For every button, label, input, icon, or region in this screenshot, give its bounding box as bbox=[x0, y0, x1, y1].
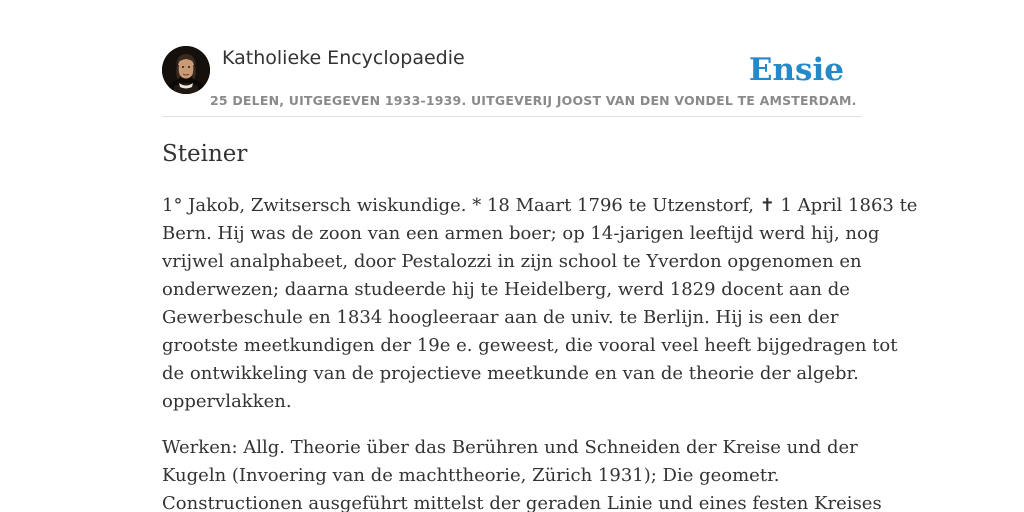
text-line: Werken: Allg. Theorie über das Berühren und Schneiden der Kreise und der bbox=[162, 437, 858, 458]
text-line: Gewerbeschule en 1834 hoogleeraar aan de univ. te Berlijn. Hij is een der bbox=[162, 307, 839, 328]
source-header bbox=[162, 46, 862, 117]
text-line: Constructionen ausgeführt mittelst der geraden Linie und eines festen Kreises bbox=[162, 493, 882, 512]
text-line: grootste meetkundigen der 19e e. geweest, die vooral veel heeft bijgedragen tot bbox=[162, 335, 898, 356]
brand-logo[interactable]: Ensie bbox=[748, 52, 844, 88]
article-paragraph bbox=[162, 192, 918, 416]
article-title: Steiner bbox=[162, 141, 248, 167]
text-line: 1° Jakob, Zwitsersch wiskundige. * 18 Maart 1796 te Utzenstorf, ✝ 1 April 1863 te bbox=[162, 195, 918, 216]
article-body bbox=[162, 192, 918, 512]
text-line: de ontwikkeling van de projectieve meetkunde en van de theorie der algebr. bbox=[162, 363, 859, 384]
text-line: oppervlakken. bbox=[162, 391, 292, 412]
source-subtitle: 25 DELEN, UITGEGEVEN 1933-1939. UITGEVERIJ JOOST VAN DEN VONDEL TE AMSTERDAM. bbox=[210, 93, 857, 108]
text-line: Kugeln (Invoering van de machttheorie, Zürich 1931); Die geometr. bbox=[162, 465, 780, 486]
article-paragraph bbox=[162, 434, 882, 512]
text-line: vrijwel analphabeet, door Pestalozzi in zijn school te Yverdon opgenomen en bbox=[162, 251, 862, 272]
portrait-avatar-icon[interactable] bbox=[162, 46, 210, 94]
text-line: onderwezen; daarna studeerde hij te Heidelberg, werd 1829 docent aan de bbox=[162, 279, 850, 300]
text-line: Bern. Hij was de zoon van een armen boer; op 14-jarigen leeftijd werd hij, nog bbox=[162, 223, 880, 244]
portrait-avatar-graphic bbox=[162, 46, 210, 94]
source-title[interactable]: Katholieke Encyclopaedie bbox=[222, 47, 465, 69]
